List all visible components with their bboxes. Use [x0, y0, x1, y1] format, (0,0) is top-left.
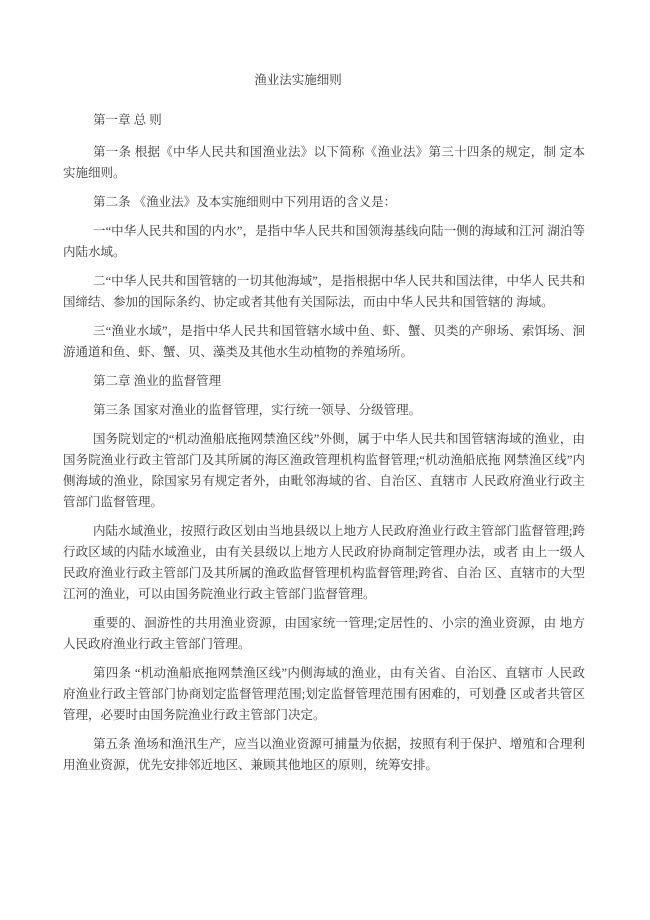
paragraph: 三“渔业水域”，是指中华人民共和国管辖水域中鱼、虾、蟹、贝类的产卵场、索饵场、洄游通道和鱼、虾、蟹、贝、藻类及其他水生动植物的养殖场所。 [63, 324, 585, 359]
paragraph: 第二条 《渔业法》及本实施细则中下列用语的含义是： [93, 195, 397, 209]
paragraph: 内陆水域渔业，按照行政区划由当地县级以上地方人民政府渔业行政主管部门监督管理;跨行政区域的内陆水域渔业，由有关县级以上地方人民政府协商制定管理办法，或者 由上一级人民政府渔业行政主管部门及其所属的渔政监督管理机构监督管理;跨省、自治 区、直辖市的大型江河的渔业，可以由国务院渔业行政主管部门监督管理。 [63, 524, 585, 601]
paragraph: 一“中华人民共和国的内水”，是指中华人民共和国领海基线向陆一侧的海域和江河 湖泊等内陆水域。 [63, 224, 585, 259]
paragraph: 第五条 渔场和渔汛生产，应当以渔业资源可捕量为依据，按照有利于保护、增殖和合理利用渔业资源，优先安排邻近地区、兼顾其他地区的原则，统筹安排。 [63, 737, 585, 772]
document-title: 渔业法实施细则 [254, 73, 342, 87]
paragraph: 第四条 “机动渔船底拖网禁渔区线”内侧海域的渔业，由有关省、自治区、直辖市 人民政府渔业行政主管部门协商划定监督管理范围;划定监督管理范围有困难的，可划叠 区或者共管区管理，必要时由国务院渔业行政主管部门决定。 [63, 666, 585, 722]
paragraph: 第一条 根据《中华人民共和国渔业法》以下简称《渔业法》第三十四条的规定，制 定本实施细则。 [63, 145, 585, 180]
paragraph: 二“中华人民共和国管辖的一切其他海域”，是指根据中华人民共和国法律，中华人 民共和国缔结、参加的国际条约、协定或者其他有关国际法，而由中华人民共和国管辖的 海域。 [63, 274, 585, 309]
paragraph: 国务院划定的“机动渔船底拖网禁渔区线”外侧，属于中华人民共和国管辖海域的渔业，由国务院渔业行政主管部门及其所属的海区渔政管理机构监督管理;“机动渔船底拖 网禁渔区线”内侧海域的渔业，除国家另有规定者外，由毗邻海域的省、自治区、直辖市 人民政府渔业行政主管部门监督管理。 [63, 432, 585, 509]
paragraph: 第三条 国家对渔业的监督管理，实行统一领导、分级管理。 [93, 403, 422, 417]
paragraph: 重要的、洄游性的共用渔业资源，由国家统一管理;定居性的、小宗的渔业资源，由 地方人民政府渔业行政主管部门管理。 [63, 616, 585, 651]
chapter-heading: 第一章 总 则 [93, 113, 162, 127]
chapter-heading: 第二章 渔业的监督管理 [93, 374, 222, 388]
